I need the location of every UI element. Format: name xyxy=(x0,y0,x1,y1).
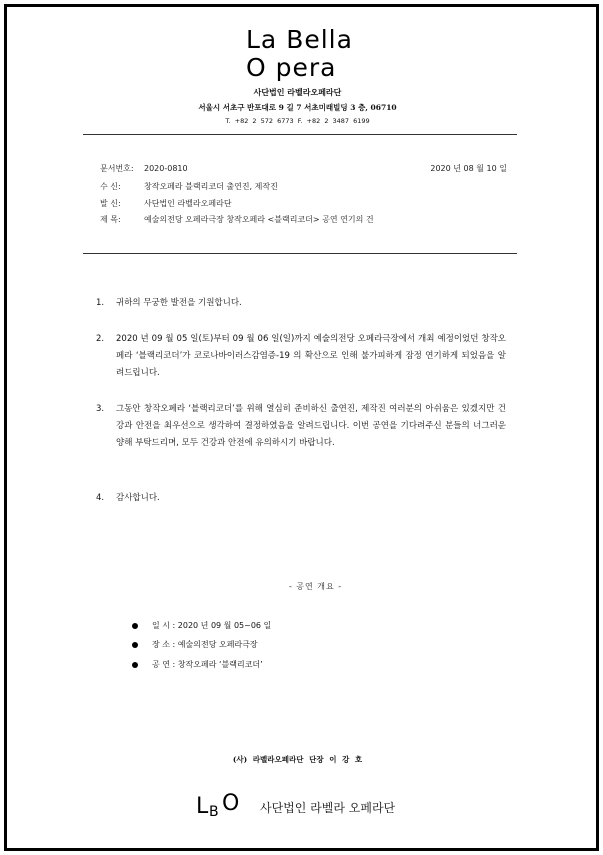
recipient-value: 창작오페라 블랙리코더 출연진, 제작진 xyxy=(144,182,278,191)
body-item-number: 3. xyxy=(96,404,105,414)
org-name: 사단법인 라벨라오페라단 xyxy=(253,87,342,97)
recipient-label: 수 신: xyxy=(100,182,121,191)
overview-item-venue xyxy=(132,639,258,650)
lbo-logo-l: L xyxy=(196,794,209,819)
overview-item-text: 공 연 : 창작오페라 ‘블랙리코더’ xyxy=(152,660,263,669)
recipient-row xyxy=(100,181,278,192)
body-item-number: 1. xyxy=(96,298,105,308)
bullet-icon xyxy=(132,662,138,668)
doc-number-value: 2020-0810 xyxy=(144,164,188,173)
body-item-text: 귀하의 무궁한 발전을 기원합니다. xyxy=(116,298,242,308)
body-item-4 xyxy=(96,490,506,507)
body-item-2 xyxy=(96,331,506,382)
lbo-logo-b: B xyxy=(209,804,219,820)
body-item-text: 감사합니다. xyxy=(116,493,160,503)
header-divider-top xyxy=(83,134,517,135)
sender-label: 발 신: xyxy=(100,199,121,208)
bullet-icon xyxy=(132,642,138,648)
body-item-text: 그동안 창작오페라 ‘블랙리코더’를 위해 열심히 준비하신 출연진, 제작진 여러분의 아쉬움은 있겠지만 건강과 안전을 최우선으로 생각하여 결정하였음을 알려드립니다. 이번 공연을 기다려주신 분들의 너그러운 양해 부탁드리며, 모두 건강과 안전에 유의하시기 바랍니다. xyxy=(116,404,506,448)
body-item-1 xyxy=(96,295,506,312)
overview-item-date xyxy=(132,620,271,631)
la-bella-opera-logo xyxy=(246,26,356,86)
logo-line-2: O pera xyxy=(246,53,337,82)
header-divider-bottom xyxy=(83,253,517,254)
doc-number-label: 문서번호: xyxy=(100,164,134,173)
overview-item-performance xyxy=(132,659,263,670)
body-item-number: 2. xyxy=(96,334,105,344)
lbo-logo xyxy=(196,790,256,824)
logo-line-1: La Bella xyxy=(246,25,353,54)
org-address: 서울시 서초구 반포대로 9 길 7 서초미래빌딩 3 층, 06710 xyxy=(198,103,397,112)
body-item-3 xyxy=(96,401,506,452)
bullet-icon xyxy=(132,623,138,629)
subject-value: 예술의전당 오페라극장 창작오페라 <블랙리코더> 공연 연기의 건 xyxy=(144,215,374,224)
overview-title: - 공연 개요 - xyxy=(288,582,343,591)
sender-value: 사단법인 라벨라오페라단 xyxy=(144,199,232,208)
subject-row xyxy=(100,214,374,225)
sender-row xyxy=(100,198,232,209)
overview-item-text: 일 시 : 2020 년 09 월 05~06 일 xyxy=(152,621,272,630)
overview-item-text: 장 소 : 예술의전당 오페라극장 xyxy=(152,640,258,649)
body-item-number: 4. xyxy=(96,493,105,503)
lbo-logo-o: O xyxy=(222,791,240,816)
org-phone-fax: T. +82 2 572 6773 F. +82 2 3487 6199 xyxy=(225,117,370,125)
body-item-text: 2020 년 09 월 05 일(토)부터 09 월 06 일(일)까지 예술의전당 오페라극장에서 개최 예정이었던 창작오페라 ‘블랙리코더’가 코로나바이러스감염증-19 의 확산으로 인해 불가피하게 잠정 연기하게 되었음을 알려드립니다. xyxy=(116,334,506,378)
doc-date: 2020 년 08 월 10 일 xyxy=(430,164,507,173)
signature-line: (사) 라벨라오페라단 단장 이 강 호 xyxy=(232,755,363,764)
subject-label: 제 목: xyxy=(100,215,121,224)
footer-org-name: 사단법인 라벨라 오페라단 xyxy=(260,801,396,815)
doc-number-row xyxy=(100,163,188,174)
